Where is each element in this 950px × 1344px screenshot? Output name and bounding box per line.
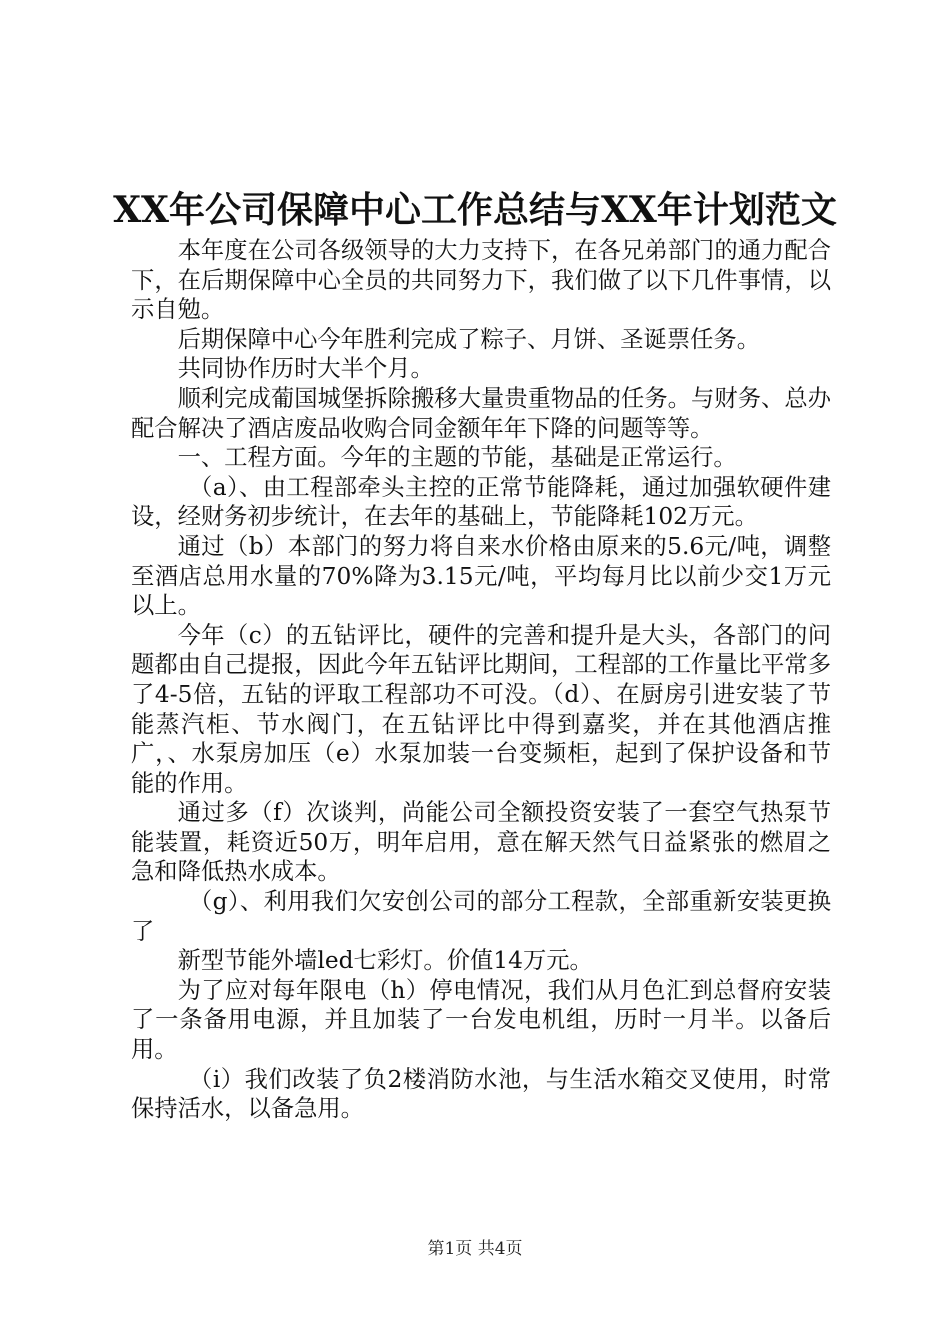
paragraph-item-g: （g）、利用我们欠安创公司的部分工程款，全部重新安装更换了: [131, 888, 831, 945]
paragraph-item-a: （a）、由工程部牵头主控的正常节能降耗，通过加强软硬件建设，经财务初步统计，在去年的基础上，节能降耗102万元。: [131, 473, 831, 531]
paragraph-item-c-d-e: 今年（c）的五钻评比，硬件的完善和提升是大头，各部门的问题都由自己提报，因此今年五钻评比期间，工程部的工作量比平常多了4-5倍，五钻的评取工程部功不可没。（d）、在厨房引进安装了节能蒸汽柜、节水阀门，在五钻评比中得到嘉奖，并在其他酒店推广，、水泵房加压（e）水泵加装一台变频柜，起到了保护设备和节能的作用。: [131, 621, 831, 797]
paragraph-item-f: 通过多（f）次谈判，尚能公司全额投资安装了一套空气热泵节能装置，耗资近50万，明年启用，意在解天然气日益紧张的燃眉之急和降低热水成本。: [131, 799, 831, 886]
document-body: [131, 236, 831, 1124]
paragraph-castle: 顺利完成葡国城堡拆除搬移大量贵重物品的任务。与财务、总办配合解决了酒店废品收购合同金额年年下降的问题等等。: [131, 384, 831, 442]
paragraph-led: 新型节能外墙led七彩灯。价值14万元。: [177, 947, 593, 975]
page-footer: 第1页 共4页: [427, 1239, 523, 1259]
paragraph-tasks: 后期保障中心今年胜利完成了粽子、月饼、圣诞票任务。: [177, 325, 761, 353]
document-title: XX年公司保障中心工作总结与XX年计划范文: [113, 189, 837, 231]
paragraph-cooperation: 共同协作历时大半个月。: [177, 355, 434, 383]
paragraph-item-i: （i）我们改装了负2楼消防水池，与生活水箱交叉使用，时常保持活水，以备急用。: [131, 1065, 831, 1123]
paragraph-item-b: 通过（b）本部门的努力将自来水价格由原来的5.6元/吨，调整至酒店总用水量的70%降为3.15元/吨，平均每月比以前少交1万元以上。: [131, 532, 831, 620]
paragraph-intro: 本年度在公司各级领导的大力支持下，在各兄弟部门的通力配合下，在后期保障中心全员的共同努力下，我们做了以下几件事情，以示自勉。: [131, 237, 831, 324]
paragraph-item-h: 为了应对每年限电（h）停电情况，我们从月色汇到总督府安装了一条备用电源，并且加装了一台发电机组，历时一月半。以备后用。: [131, 976, 831, 1064]
paragraph-engineering-heading: 一、工程方面。今年的主题的节能，基础是正常运行。: [177, 444, 737, 472]
